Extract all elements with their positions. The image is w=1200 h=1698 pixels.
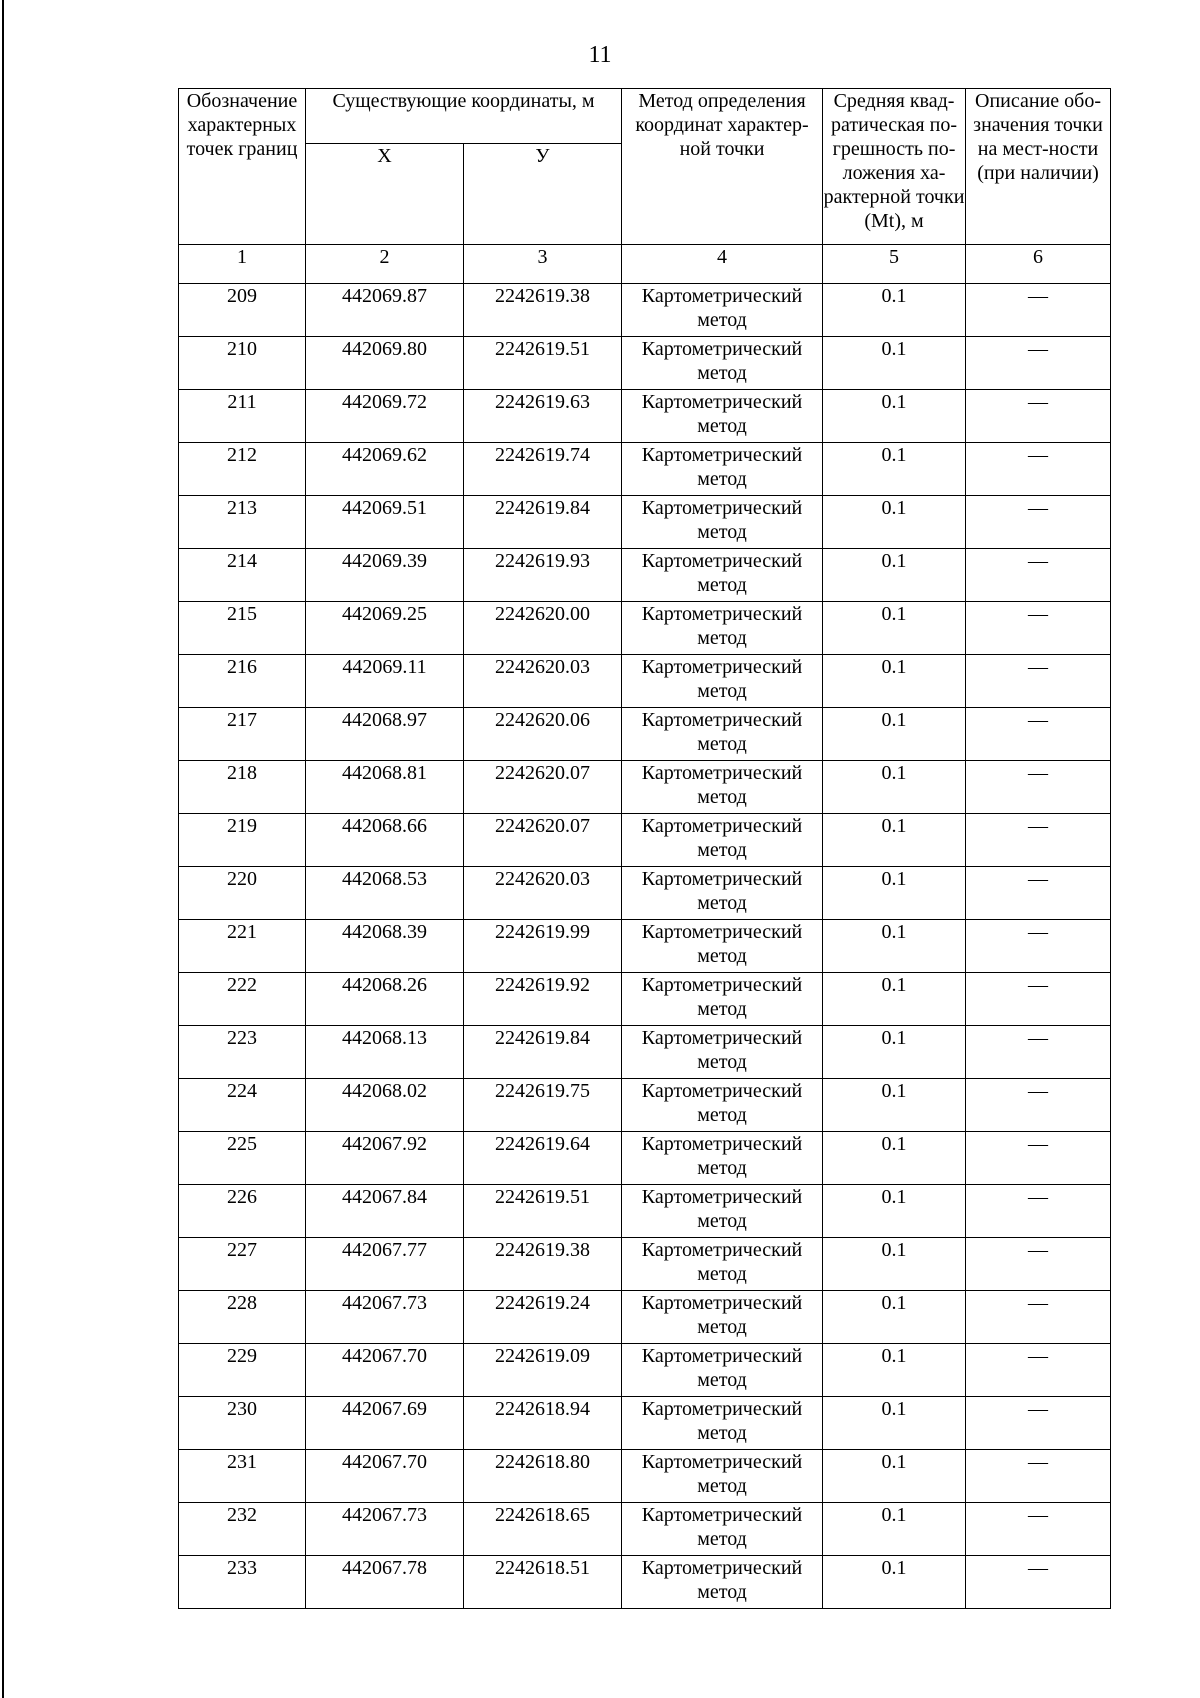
x-coordinate-cell: 442067.73	[306, 1291, 464, 1344]
x-coordinate-cell: 442067.77	[306, 1238, 464, 1291]
x-coordinate-cell: 442069.39	[306, 549, 464, 602]
table-row	[179, 1079, 1111, 1132]
column-number: 5	[823, 245, 966, 284]
error-value-cell: 0.1	[823, 973, 966, 1026]
error-value-cell: 0.1	[823, 549, 966, 602]
table-row	[179, 602, 1111, 655]
method-cell: Картометрический метод	[622, 1344, 823, 1397]
error-value-cell: 0.1	[823, 1397, 966, 1450]
table-row	[179, 1503, 1111, 1556]
error-value-cell: 0.1	[823, 1185, 966, 1238]
table-row	[179, 655, 1111, 708]
y-coordinate-cell: 2242618.94	[464, 1397, 622, 1450]
y-coordinate-cell: 2242618.65	[464, 1503, 622, 1556]
description-cell: —	[966, 1238, 1111, 1291]
point-number-cell: 223	[179, 1026, 306, 1079]
point-number-cell: 233	[179, 1556, 306, 1609]
method-cell: Картометрический метод	[622, 1185, 823, 1238]
x-coordinate-cell: 442067.70	[306, 1344, 464, 1397]
header-x: X	[306, 144, 464, 245]
table-row	[179, 1344, 1111, 1397]
y-coordinate-cell: 2242620.03	[464, 655, 622, 708]
x-coordinate-cell: 442069.80	[306, 337, 464, 390]
error-value-cell: 0.1	[823, 443, 966, 496]
error-value-cell: 0.1	[823, 1503, 966, 1556]
x-coordinate-cell: 442069.72	[306, 390, 464, 443]
table-row	[179, 337, 1111, 390]
description-cell: —	[966, 708, 1111, 761]
error-value-cell: 0.1	[823, 602, 966, 655]
description-cell: —	[966, 814, 1111, 867]
table-row	[179, 496, 1111, 549]
description-cell: —	[966, 390, 1111, 443]
x-coordinate-cell: 442068.97	[306, 708, 464, 761]
method-cell: Картометрический метод	[622, 1397, 823, 1450]
table-row	[179, 1397, 1111, 1450]
description-cell: —	[966, 1185, 1111, 1238]
error-value-cell: 0.1	[823, 1238, 966, 1291]
column-number: 3	[464, 245, 622, 284]
point-number-cell: 224	[179, 1079, 306, 1132]
method-cell: Картометрический метод	[622, 284, 823, 337]
method-cell: Картометрический метод	[622, 1238, 823, 1291]
x-coordinate-cell: 442068.81	[306, 761, 464, 814]
point-number-cell: 216	[179, 655, 306, 708]
description-cell: —	[966, 549, 1111, 602]
error-value-cell: 0.1	[823, 708, 966, 761]
y-coordinate-cell: 2242619.64	[464, 1132, 622, 1185]
y-coordinate-cell: 2242620.06	[464, 708, 622, 761]
method-cell: Картометрический метод	[622, 337, 823, 390]
x-coordinate-cell: 442068.26	[306, 973, 464, 1026]
y-coordinate-cell: 2242619.93	[464, 549, 622, 602]
table-row	[179, 867, 1111, 920]
point-number-cell: 213	[179, 496, 306, 549]
point-number-cell: 209	[179, 284, 306, 337]
table-row	[179, 1291, 1111, 1344]
error-value-cell: 0.1	[823, 1132, 966, 1185]
y-coordinate-cell: 2242619.63	[464, 390, 622, 443]
error-value-cell: 0.1	[823, 1079, 966, 1132]
coordinates-table	[178, 88, 1111, 1609]
method-cell: Картометрический метод	[622, 1556, 823, 1609]
table-row	[179, 1132, 1111, 1185]
x-coordinate-cell: 442067.78	[306, 1556, 464, 1609]
point-number-cell: 212	[179, 443, 306, 496]
table-row	[179, 1238, 1111, 1291]
header-point-designation: Обозначение характерных точек границ	[179, 89, 306, 245]
x-coordinate-cell: 442068.13	[306, 1026, 464, 1079]
x-coordinate-cell: 442069.25	[306, 602, 464, 655]
method-cell: Картометрический метод	[622, 1079, 823, 1132]
method-cell: Картометрический метод	[622, 390, 823, 443]
method-cell: Картометрический метод	[622, 496, 823, 549]
error-value-cell: 0.1	[823, 1291, 966, 1344]
description-cell: —	[966, 920, 1111, 973]
left-margin-rule	[2, 0, 4, 1698]
method-cell: Картометрический метод	[622, 1450, 823, 1503]
point-number-cell: 227	[179, 1238, 306, 1291]
description-cell: —	[966, 973, 1111, 1026]
point-number-cell: 231	[179, 1450, 306, 1503]
description-cell: —	[966, 1450, 1111, 1503]
error-value-cell: 0.1	[823, 655, 966, 708]
error-value-cell: 0.1	[823, 920, 966, 973]
table-row	[179, 284, 1111, 337]
y-coordinate-cell: 2242620.07	[464, 761, 622, 814]
table-row	[179, 708, 1111, 761]
table-row	[179, 1185, 1111, 1238]
point-number-cell: 226	[179, 1185, 306, 1238]
column-number: 1	[179, 245, 306, 284]
table-row	[179, 761, 1111, 814]
y-coordinate-cell: 2242619.99	[464, 920, 622, 973]
y-coordinate-cell: 2242619.51	[464, 337, 622, 390]
error-value-cell: 0.1	[823, 1344, 966, 1397]
point-number-cell: 229	[179, 1344, 306, 1397]
error-value-cell: 0.1	[823, 814, 966, 867]
header-method: Метод определения координат характер-ной точки	[622, 89, 823, 245]
table-row	[179, 1026, 1111, 1079]
table-row	[179, 549, 1111, 602]
error-value-cell: 0.1	[823, 337, 966, 390]
header-existing-coordinates: Существующие координаты, м	[306, 89, 622, 144]
point-number-cell: 215	[179, 602, 306, 655]
x-coordinate-cell: 442068.39	[306, 920, 464, 973]
method-cell: Картометрический метод	[622, 1503, 823, 1556]
y-coordinate-cell: 2242619.38	[464, 1238, 622, 1291]
x-coordinate-cell: 442068.02	[306, 1079, 464, 1132]
table-row	[179, 973, 1111, 1026]
y-coordinate-cell: 2242619.24	[464, 1291, 622, 1344]
table-row	[179, 814, 1111, 867]
y-coordinate-cell: 2242619.51	[464, 1185, 622, 1238]
error-value-cell: 0.1	[823, 284, 966, 337]
point-number-cell: 230	[179, 1397, 306, 1450]
x-coordinate-cell: 442067.70	[306, 1450, 464, 1503]
description-cell: —	[966, 761, 1111, 814]
method-cell: Картометрический метод	[622, 867, 823, 920]
description-cell: —	[966, 443, 1111, 496]
method-cell: Картометрический метод	[622, 708, 823, 761]
method-cell: Картометрический метод	[622, 1026, 823, 1079]
point-number-cell: 232	[179, 1503, 306, 1556]
y-coordinate-cell: 2242619.75	[464, 1079, 622, 1132]
description-cell: —	[966, 1132, 1111, 1185]
error-value-cell: 0.1	[823, 761, 966, 814]
column-number: 2	[306, 245, 464, 284]
method-cell: Картометрический метод	[622, 920, 823, 973]
y-coordinate-cell: 2242620.07	[464, 814, 622, 867]
description-cell: —	[966, 1503, 1111, 1556]
y-coordinate-cell: 2242620.03	[464, 867, 622, 920]
table-row	[179, 920, 1111, 973]
column-number: 4	[622, 245, 823, 284]
page-number: 11	[588, 42, 612, 68]
header-y: У	[464, 144, 622, 245]
y-coordinate-cell: 2242620.00	[464, 602, 622, 655]
x-coordinate-cell: 442069.87	[306, 284, 464, 337]
description-cell: —	[966, 337, 1111, 390]
method-cell: Картометрический метод	[622, 655, 823, 708]
error-value-cell: 0.1	[823, 390, 966, 443]
description-cell: —	[966, 655, 1111, 708]
y-coordinate-cell: 2242619.84	[464, 1026, 622, 1079]
point-number-cell: 225	[179, 1132, 306, 1185]
x-coordinate-cell: 442067.73	[306, 1503, 464, 1556]
error-value-cell: 0.1	[823, 1026, 966, 1079]
description-cell: —	[966, 496, 1111, 549]
column-number: 6	[966, 245, 1111, 284]
y-coordinate-cell: 2242618.51	[464, 1556, 622, 1609]
x-coordinate-cell: 442067.84	[306, 1185, 464, 1238]
column-numbers-row	[179, 245, 1111, 284]
point-number-cell: 211	[179, 390, 306, 443]
method-cell: Картометрический метод	[622, 814, 823, 867]
x-coordinate-cell: 442067.69	[306, 1397, 464, 1450]
header-mean-square-error: Средняя квад-ратическая по-грешность по-ложения ха-рактерной точки (Mt), м	[823, 89, 966, 245]
description-cell: —	[966, 284, 1111, 337]
y-coordinate-cell: 2242619.74	[464, 443, 622, 496]
error-value-cell: 0.1	[823, 867, 966, 920]
x-coordinate-cell: 442069.11	[306, 655, 464, 708]
y-coordinate-cell: 2242619.09	[464, 1344, 622, 1397]
error-value-cell: 0.1	[823, 496, 966, 549]
y-coordinate-cell: 2242619.84	[464, 496, 622, 549]
y-coordinate-cell: 2242619.38	[464, 284, 622, 337]
method-cell: Картометрический метод	[622, 1132, 823, 1185]
point-number-cell: 217	[179, 708, 306, 761]
x-coordinate-cell: 442068.66	[306, 814, 464, 867]
error-value-cell: 0.1	[823, 1556, 966, 1609]
description-cell: —	[966, 1026, 1111, 1079]
method-cell: Картометрический метод	[622, 761, 823, 814]
point-number-cell: 228	[179, 1291, 306, 1344]
point-number-cell: 221	[179, 920, 306, 973]
point-number-cell: 220	[179, 867, 306, 920]
description-cell: —	[966, 602, 1111, 655]
method-cell: Картометрический метод	[622, 443, 823, 496]
description-cell: —	[966, 1344, 1111, 1397]
x-coordinate-cell: 442068.53	[306, 867, 464, 920]
table-row	[179, 1556, 1111, 1609]
method-cell: Картометрический метод	[622, 549, 823, 602]
point-number-cell: 219	[179, 814, 306, 867]
point-number-cell: 214	[179, 549, 306, 602]
header-row	[179, 89, 1111, 144]
point-number-cell: 222	[179, 973, 306, 1026]
x-coordinate-cell: 442069.62	[306, 443, 464, 496]
method-cell: Картометрический метод	[622, 973, 823, 1026]
error-value-cell: 0.1	[823, 1450, 966, 1503]
point-number-cell: 218	[179, 761, 306, 814]
x-coordinate-cell: 442067.92	[306, 1132, 464, 1185]
table-row	[179, 1450, 1111, 1503]
point-number-cell: 210	[179, 337, 306, 390]
header-description: Описание обо-значения точки на мест-ности (при наличии)	[966, 89, 1111, 245]
table-row	[179, 443, 1111, 496]
description-cell: —	[966, 1397, 1111, 1450]
x-coordinate-cell: 442069.51	[306, 496, 464, 549]
description-cell: —	[966, 1556, 1111, 1609]
table-row	[179, 390, 1111, 443]
method-cell: Картометрический метод	[622, 602, 823, 655]
description-cell: —	[966, 1079, 1111, 1132]
method-cell: Картометрический метод	[622, 1291, 823, 1344]
y-coordinate-cell: 2242619.92	[464, 973, 622, 1026]
description-cell: —	[966, 867, 1111, 920]
description-cell: —	[966, 1291, 1111, 1344]
y-coordinate-cell: 2242618.80	[464, 1450, 622, 1503]
